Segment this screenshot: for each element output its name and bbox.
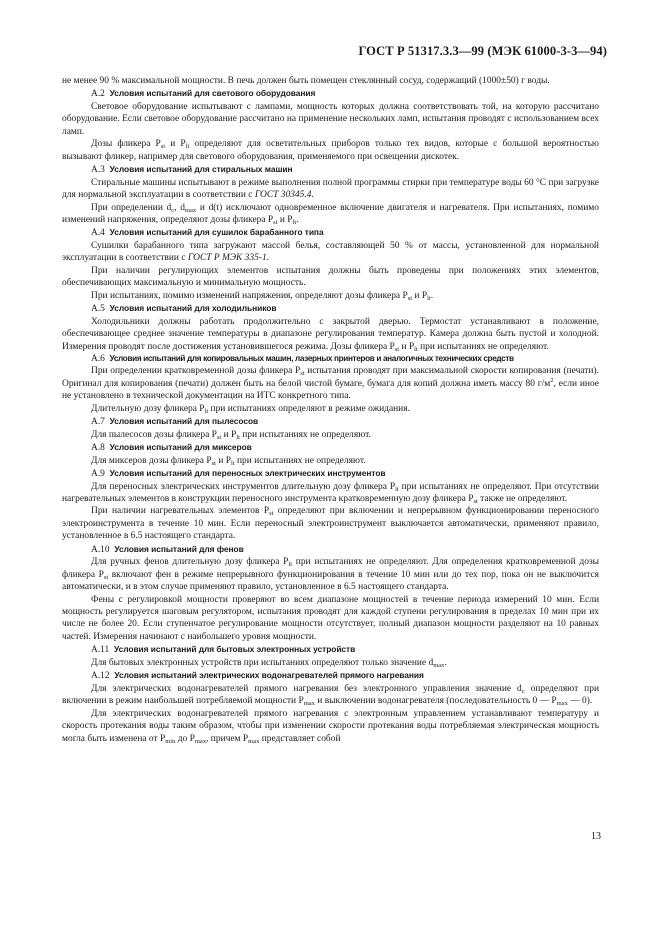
clause-a4-paragraph-1 (62, 240, 599, 265)
text-run: Дозы фликера P (91, 139, 161, 150)
text-run: . (311, 190, 314, 201)
clause-title: Условия испытаний для сушилок барабанного типа (109, 227, 324, 238)
text-run: . (266, 253, 270, 264)
document-header: ГОСТ Р 51317.3.3—99 (МЭК 61000-3-3—94) (358, 44, 607, 58)
subscript-index: st (473, 497, 478, 505)
clause-a4-paragraph-2 (62, 265, 599, 290)
clause-number: А.3 (91, 165, 105, 176)
text-run: . (296, 214, 299, 225)
text-run: Для электрических водонагревателей прямого нагревания без электронного управления значение d (91, 683, 522, 694)
text-run: и d(t) исключают одновременное включение двигателя и нагревателя. При испытаниях, помимо изменений напряжения, определяют дозы фликера P (62, 202, 599, 225)
subscript-index: lt (230, 459, 235, 467)
subscript-index: st (394, 345, 400, 353)
text-run: и P (277, 214, 293, 225)
text-run: включают фен в режиме непрерывного функционирования в течение 10 мин или до тех пор, пока он не выключится автоматически, и в этом случае применяют правило, установленное в 6.5 настоящего стандарта. (62, 569, 599, 593)
clause-a8-heading (62, 441, 599, 454)
superscript-index: 2 (550, 376, 554, 384)
text-run: испытания проводят при максимальной скорости копирования (печати). Оригинал для копирования (печати) должен быть на белой чистой бумаге, бумага для копий должна иметь массу 80 г/м (62, 366, 599, 389)
clause-a3-paragraph-1 (62, 177, 599, 202)
text-run: При испытаниях, помимо изменений напряжения, определяют дозы фликера P (91, 290, 408, 301)
text-run: определяют для осветительных приборов только тех видов, которые с большой вероятностью вызывают фликер, например для светового оборудования, применяемого при освещении дискотек. (62, 139, 599, 162)
text-run: и P (399, 341, 415, 352)
text-run: определяют при включении и непрерывном функционировании переносного электроинструмента в течение 10 мин. Если переносный электроинструмент выключается автоматически, применяют правило, установленное в 6.5 настоящего стандарта. (62, 506, 599, 542)
subscript-index: st (211, 459, 216, 467)
text-run: . (430, 290, 434, 301)
clause-number: А.4 (91, 228, 105, 239)
clause-number: А.11 (91, 645, 110, 656)
clause-a10-paragraph-2 (62, 594, 599, 644)
subscript-index: max (556, 700, 568, 708)
clause-a9-heading (62, 467, 599, 480)
page-number: 13 (591, 831, 601, 842)
clause-a7-paragraph-1 (62, 429, 599, 441)
clause-a3-paragraph-2 (62, 202, 599, 227)
subscript-index: min (165, 737, 176, 745)
text-run: не менее 90 % максимальной мощности. В печь должен быть помещен стеклянный сосуд, содержащий (1000±50) г воды. (62, 76, 550, 86)
clause-a12-paragraph-1 (62, 683, 599, 708)
text-run: до P (175, 733, 195, 744)
text-run: Для ручных фенов длительную дозу фликера P (91, 557, 289, 568)
clause-title: Условия испытаний для светового оборудования (109, 88, 316, 99)
clause-title: Условия испытаний для миксеров (109, 442, 252, 453)
text-run: и P (221, 429, 237, 440)
text-run: при испытаниях не определяют. (417, 341, 549, 352)
text-run: При наличии нагревательных элементов P (91, 506, 270, 517)
text-run: при испытаниях не определяют. (234, 455, 366, 466)
text-run: Сушилки барабанного типа загружают массой белья, составляющей 50 % от массы, установленной для нормальной эксплуатации в соответствии с (62, 240, 599, 264)
text-run: При определении d (91, 202, 172, 213)
clause-number: А.7 (91, 417, 105, 428)
clause-title: Условия испытаний для копировальных машин, лазерных принтеров и аналогичных технических средств (109, 353, 514, 363)
text-run: , причем P (206, 733, 249, 744)
subscript-index: lt (204, 407, 209, 415)
subscript-index: c (171, 206, 175, 214)
text-run: Для пылесосов дозы фликера P (91, 429, 217, 440)
text-run: Световое оборудование испытывают с лампами, мощность которых должна соответствовать той, на которую рассчитано оборудование. Если световое оборудование рассчитано на применение нескольких ламп, испытания проводят с использованием всех ламп. (62, 101, 599, 137)
text-run: при испытаниях не определяют. Для определения кратковременной дозы фликера P (62, 557, 600, 580)
clause-a11-heading (62, 643, 599, 656)
text-run: Для бытовых электронных устройств при испытаниях определяют только значение d (91, 657, 434, 668)
clause-number: А.8 (91, 443, 105, 454)
text-run: При определении кратковременной дозы фликера P (91, 366, 301, 377)
clause-number: А.6 (91, 353, 105, 364)
intro-paragraph (62, 75, 599, 87)
text-run: при испытаниях не определяют. При отсутствии нагревательных элементов в конструкции переносного инструмента кратковременную дозу фликера P (62, 481, 599, 504)
subscript-index: st (103, 573, 109, 581)
subscript-index: lt (395, 485, 399, 493)
text-run: представляет собой (259, 733, 341, 744)
subscript-index: max (303, 700, 315, 708)
text-run: Стиральные машины испытывают в режиме выполнения полной программы стирки при температуре воды 60 °С при загрузке для нормальной эксплуатации в соответствии с (62, 177, 599, 201)
clause-a12-paragraph-2 (62, 708, 599, 745)
text-run: при испытаниях не определяют. (239, 429, 371, 440)
clause-title: Условия испытаний электрических водонагревателей прямого нагревания (114, 670, 424, 681)
clause-title: Условия испытаний для переносных электрических инструментов (109, 468, 386, 479)
clause-a9-paragraph-2 (62, 505, 599, 542)
text-run: и P (165, 139, 186, 150)
text-run: и P (412, 290, 428, 301)
standard-reference: ГОСТ 30345.4 (254, 190, 312, 201)
text-run: также не определяют. (477, 493, 568, 504)
text-run: . (444, 657, 447, 668)
subscript-index: st (407, 294, 413, 302)
document-body (62, 75, 599, 745)
text-run: Фены с регулировкой мощности проверяют во всем диапазоне мощностей в течение периода измерений 10 мин. Если мощность регулируется шаговым регулятором, испытания проводят для каждой ступени регулирования в пределах 10 мин при их числе не более 20. Если ступенчатое регулирование мощности отсутствует, полный диапазон мощности разделяют на 10 равных частей. Измерения начинают с наибольшего уровня мощности. (62, 594, 599, 642)
clause-a10-heading (62, 543, 599, 556)
clause-a5-heading (62, 302, 599, 315)
text-run: и P (215, 455, 231, 466)
clause-title: Условия испытаний для пылесосов (109, 416, 259, 427)
clause-a7-heading (62, 415, 599, 428)
clause-a5-paragraph-1 (62, 316, 599, 353)
clause-a2-paragraph-2 (62, 138, 599, 163)
clause-a2-paragraph-1 (62, 101, 599, 138)
clause-a11-paragraph-1 (62, 657, 599, 669)
subscript-index: lt (427, 294, 431, 302)
subscript-index: st (273, 218, 278, 226)
subscript-index: st (160, 143, 166, 151)
clause-a9-paragraph-1 (62, 481, 599, 506)
text-run: — 0). (567, 696, 593, 707)
subscript-index: st (300, 370, 305, 378)
clause-number: А.10 (91, 544, 110, 555)
clause-a10-paragraph-1 (62, 556, 599, 593)
text-run: определяют при включении в режим наибольшей потребляемой мощности P (62, 683, 599, 707)
subscript-index: lt (414, 345, 418, 353)
text-run: Для переносных электрических инструментов длительную дозу фликера P (91, 481, 396, 492)
clause-a4-heading (62, 226, 599, 239)
text-run: и выключении водонагревателя (последовательность 0 — P (314, 696, 557, 707)
clause-number: А.12 (91, 671, 110, 682)
subscript-index: st (269, 510, 274, 518)
text-run: при испытаниях определяют в режиме ожидания. (208, 403, 410, 414)
text-run: Для электрических водонагревателей прямого нагревания с электронным управлением устанавливают температуру и скорость протекания воды таким образом, чтобы при изменении скорости протекания воды потребляемая электрическая мощность могла быть изменена от P (62, 708, 599, 744)
text-run: При наличии регулирующих элементов испытания должны быть проведены при положениях этих элементов, обеспечивающих максимальную и минимальную мощность. (62, 265, 599, 289)
subscript-index: lt (288, 561, 293, 569)
text-run: Для миксеров дозы фликера P (91, 455, 212, 466)
clause-a4-paragraph-3 (62, 290, 599, 302)
subscript-index: lt (292, 218, 297, 226)
text-run: , d (174, 202, 185, 213)
clause-a12-heading (62, 669, 599, 682)
text-run: , если иное не установлено в технической документации на ИТС конкретного типа. (62, 378, 599, 402)
clause-a6-paragraph-1 (62, 365, 599, 402)
subscript-index: max (248, 737, 260, 745)
clause-title: Условия испытаний для фенов (114, 543, 244, 554)
subscript-index: lt (185, 143, 190, 151)
clause-a8-paragraph-1 (62, 455, 599, 467)
subscript-index: c (521, 687, 525, 695)
clause-title: Условия испытаний для стиральных машин (109, 164, 293, 175)
subscript-index: max (433, 661, 445, 669)
text-run: Холодильники должны работать продолжительно с закрытой дверью. Термостат устанавливают в положение, обеспечивающее среднее значение температуры в диапазоне регулирования температур. Камера должна быть пустой и холодной. Измерения проводят после достижения установившегося режима. Дозы фликера P (62, 316, 599, 352)
clause-a2-heading (62, 87, 599, 100)
text-run: Длительную дозу фликера P (91, 403, 205, 414)
clause-title: Условия испытаний для бытовых электронных устройств (113, 644, 356, 655)
clause-a3-heading (62, 163, 599, 176)
clause-title: Условия испытаний для холодильников (109, 303, 277, 314)
clause-number: А.5 (91, 304, 105, 315)
clause-a6-paragraph-2 (62, 403, 599, 415)
clause-number: А.2 (91, 89, 105, 100)
subscript-index: max (184, 206, 197, 214)
subscript-index: st (216, 433, 222, 441)
subscript-index: max (194, 737, 207, 745)
clause-a6-heading (62, 353, 599, 365)
standard-reference: ГОСТ Р МЭК 335-1 (187, 253, 267, 264)
subscript-index: lt (236, 433, 240, 441)
clause-number: А.9 (91, 469, 105, 480)
